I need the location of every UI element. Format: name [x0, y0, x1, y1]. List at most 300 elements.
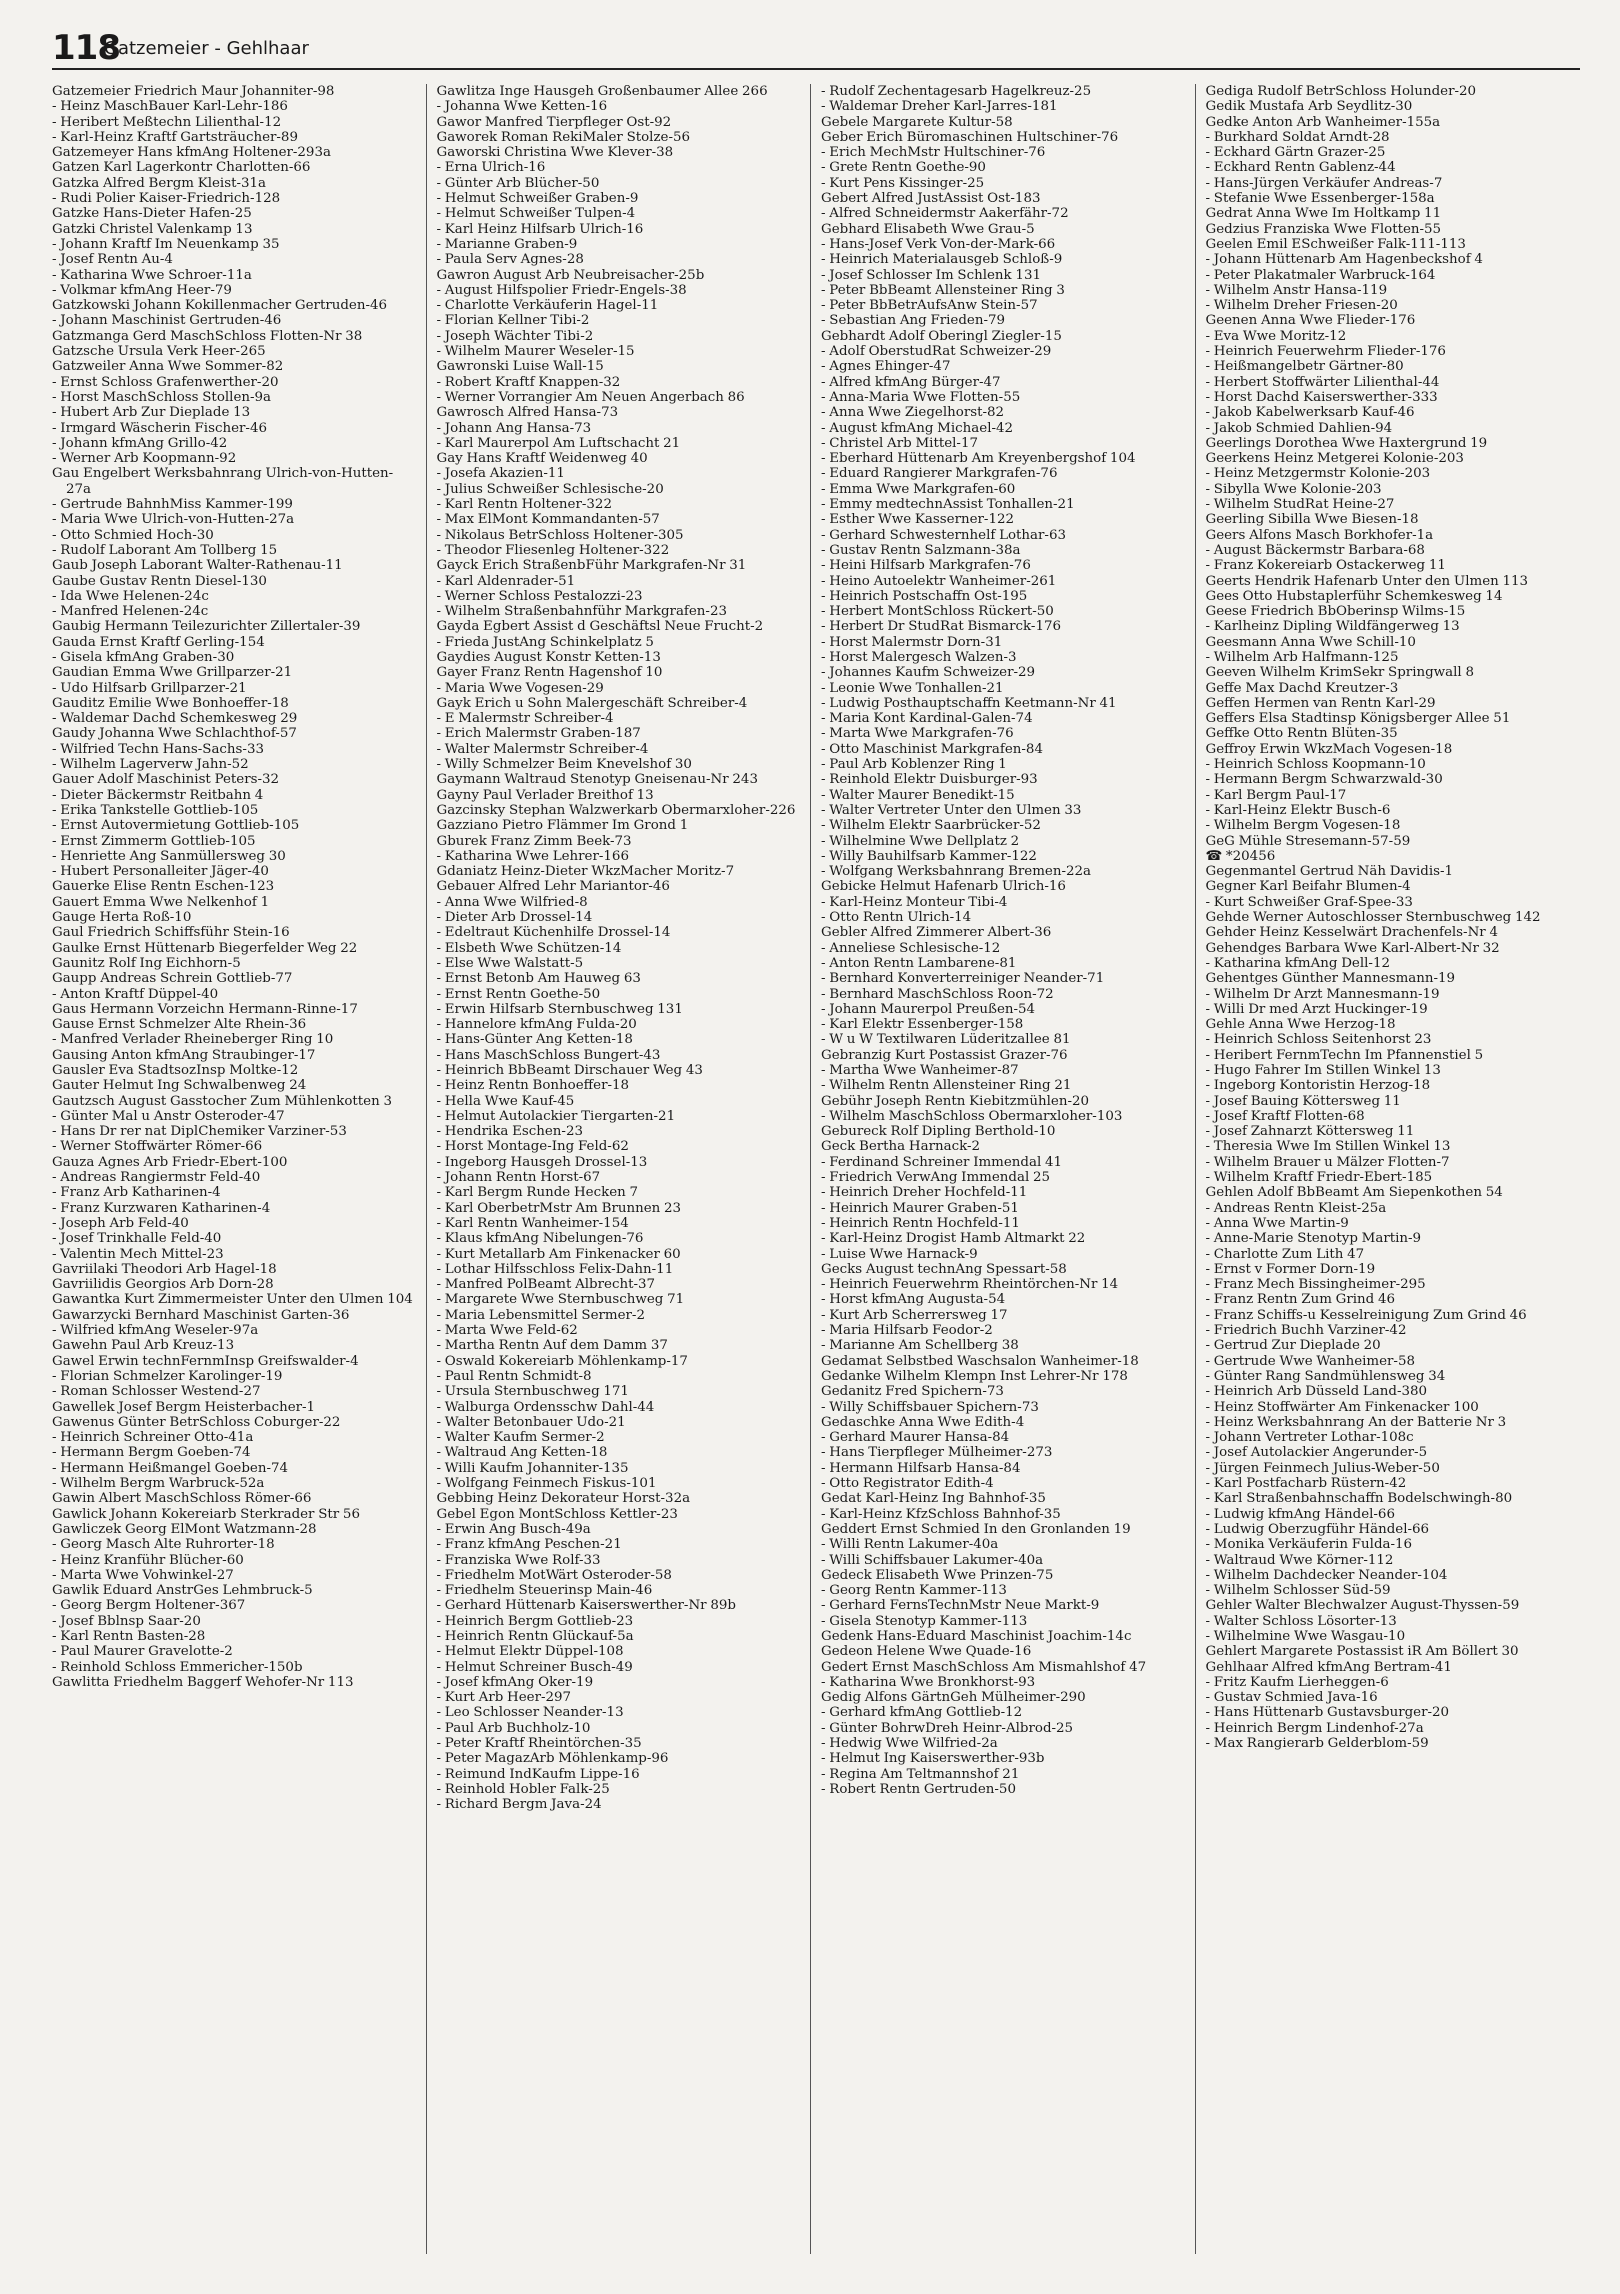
- directory-entry: Gaydies August Konstr Ketten-13: [436, 649, 661, 665]
- directory-entry: - Walter Kaufm Sermer-2: [436, 1430, 605, 1446]
- directory-entry: Gaudy Johanna Wwe Schlachthof-57: [52, 726, 297, 742]
- directory-entry: - Franz Rentn Zum Grind 46: [1205, 1292, 1396, 1308]
- directory-entry: Gedert Ernst MaschSchloss Am Mismahlshof 47: [821, 1659, 1147, 1675]
- directory-entry: - Peter Kraftf Rheintörchen-35: [436, 1736, 642, 1752]
- directory-entry: - Gertrude BahnhMiss Kammer-199: [52, 497, 293, 513]
- directory-entry: - Oswald Kokereiarb Möhlenkamp-17: [436, 1353, 688, 1369]
- directory-entry: - Eckhard Rentn Gablenz-44: [1205, 160, 1396, 176]
- directory-entry: Gebert Alfred JustAssist Ost-183: [821, 191, 1041, 207]
- directory-entry: - Otto Maschinist Markgrafen-84: [821, 741, 1043, 757]
- directory-entry: - Heinz Werksbahnrang An der Batterie Nr 3: [1205, 1414, 1507, 1430]
- directory-entry: - Heinrich Materialausgeb Schloß-9: [821, 252, 1063, 268]
- directory-entry: Gawlitta Friedhelm Baggerf Wehofer-Nr 113: [52, 1674, 354, 1690]
- directory-entry: - Werner Arb Koopmann-92: [52, 451, 237, 467]
- directory-entry: - Günter Arb Blücher-50: [436, 175, 600, 191]
- directory-entry: Gatzsche Ursula Verk Heer-265: [52, 344, 266, 360]
- directory-entry: Gaube Gustav Rentn Diesel-130: [52, 573, 267, 589]
- directory-entry: Gatzkowski Johann Kokillenmacher Gertruden-46: [52, 298, 388, 314]
- directory-entry: - Franz Schiffs-u Kesselreinigung Zum Grind 46: [1205, 1307, 1527, 1323]
- directory-entry: - Grete Rentn Goethe-90: [821, 160, 986, 176]
- directory-entry: - Johannes Kaufm Schweizer-29: [821, 665, 1036, 681]
- directory-entry: - Andreas Rentn Kleist-25a: [1205, 1200, 1387, 1216]
- directory-entry: - Wolfgang Werksbahnrang Bremen-22a: [821, 864, 1092, 880]
- directory-entry: - Georg Masch Alte Ruhrorter-18: [52, 1537, 275, 1553]
- directory-entry: - Heinz Kranführ Blücher-60: [52, 1552, 244, 1568]
- directory-entry: Gaul Friedrich Schiffsführ Stein-16: [52, 925, 290, 941]
- directory-entry: - Heinrich Schloss Seitenhorst 23: [1205, 1032, 1432, 1048]
- directory-entry: - Wilhelm StudRat Heine-27: [1205, 497, 1395, 513]
- directory-entry: Gayk Erich u Sohn Malergeschäft Schreiber-4: [436, 695, 748, 711]
- directory-entry: - Ingeborg Hausgeh Drossel-13: [436, 1154, 648, 1170]
- directory-entry: - Willy Schiffsbauer Spichern-73: [821, 1399, 1039, 1415]
- directory-entry: Gatzmanga Gerd MaschSchloss Flotten-Nr 38: [52, 328, 363, 344]
- directory-entry: - Dieter Bäckermstr Reitbahn 4: [52, 787, 264, 803]
- directory-entry: Gawrosch Alfred Hansa-73: [436, 405, 619, 421]
- directory-entry: - Heinrich Bergm Gottlieb-23: [436, 1613, 634, 1629]
- directory-entry: - Katharina Wwe Bronkhorst-93: [821, 1674, 1036, 1690]
- directory-entry: - Karlheinz Dipling Wildfängerweg 13: [1205, 619, 1460, 635]
- directory-entry: - Heinrich Schloss Koopmann-10: [1205, 757, 1426, 773]
- directory-entry: - Karl Elektr Essenberger-158: [821, 1017, 1024, 1033]
- directory-entry: - Klaus kfmAng Nibelungen-76: [436, 1231, 644, 1247]
- directory-entry: Gedanitz Fred Spichern-73: [821, 1384, 1004, 1400]
- directory-entry: - Ernst Rentn Goethe-50: [436, 986, 601, 1002]
- directory-entry: - Karl Straßenbahnschaffn Bodelschwingh-80: [1205, 1491, 1513, 1507]
- directory-entry: - Gustav Schmied Java-16: [1205, 1690, 1378, 1706]
- directory-entry: Gawellek Josef Bergm Heisterbacher-1: [52, 1399, 316, 1415]
- directory-entry: - Anna Wwe Ziegelhorst-82: [821, 405, 1005, 421]
- directory-entry: Gehle Anna Wwe Herzog-18: [1205, 1017, 1396, 1033]
- directory-entry: Geenen Anna Wwe Flieder-176: [1205, 313, 1416, 329]
- directory-entry: - Josef kfmAng Oker-19: [436, 1674, 594, 1690]
- directory-entry: Gawron August Arb Neubreisacher-25b: [436, 267, 705, 283]
- directory-entry: - Reinhold Schloss Emmericher-150b: [52, 1659, 303, 1675]
- directory-entry: Gauerke Elise Rentn Eschen-123: [52, 879, 275, 895]
- directory-entry: - Emmy medtechnAssist Tonhallen-21: [821, 497, 1075, 513]
- directory-entry: Gayny Paul Verlader Breithof 13: [436, 787, 654, 803]
- directory-entry: - Walter Malermstr Schreiber-4: [436, 741, 649, 757]
- directory-entry: - Walter Betonbauer Udo-21: [436, 1414, 626, 1430]
- directory-entry: - Margarete Wwe Sternbuschweg 71: [436, 1292, 685, 1308]
- directory-entry: - Charlotte Verkäuferin Hagel-11: [436, 298, 659, 314]
- directory-entry: - Horst Malergesch Walzen-3: [821, 649, 1017, 665]
- directory-entry: - Otto Schmied Hoch-30: [52, 527, 214, 543]
- directory-entry: - Günter Rang Sandmühlensweg 34: [1205, 1368, 1446, 1384]
- directory-entry: - Maria Wwe Ulrich-von-Hutten-27a: [52, 512, 295, 528]
- directory-entry: - Karl-Heinz KfzSchloss Bahnhof-35: [821, 1506, 1061, 1522]
- directory-entry: - Ida Wwe Helenen-24c: [52, 588, 209, 604]
- directory-entry: - Johann Maschinist Gertruden-46: [52, 313, 282, 329]
- directory-entry: - Günter Mal u Anstr Osteroder-47: [52, 1108, 285, 1124]
- directory-entry: - Heinrich Maurer Graben-51: [821, 1200, 1019, 1216]
- directory-entry: - Josef Rentn Au-4: [52, 252, 173, 268]
- directory-entry: Gau Engelbert Werksbahnrang Ulrich-von-Hutten-27a: [52, 466, 394, 497]
- directory-entry: - Manfred PolBeamt Albrecht-37: [436, 1277, 656, 1293]
- directory-entry: Gehde Werner Autoschlosser Sternbuschweg 142: [1205, 910, 1541, 926]
- directory-entry: - Karl Maurerpol Am Luftschacht 21: [436, 435, 681, 451]
- directory-entry: - Waltraud Ang Ketten-18: [436, 1445, 608, 1461]
- directory-entry: - Heinrich Arb Düsseld Land-380: [1205, 1384, 1428, 1400]
- directory-entry: Gauditz Emilie Wwe Bonhoeffer-18: [52, 695, 289, 711]
- directory-entry: - Erika Tankstelle Gottlieb-105: [52, 802, 259, 818]
- directory-entry: Gdaniatz Heinz-Dieter WkzMacher Moritz-7: [436, 864, 735, 880]
- directory-entry: - Franz Kurzwaren Katharinen-4: [52, 1200, 271, 1216]
- directory-entry: - Paul Rentn Schmidt-8: [436, 1368, 592, 1384]
- directory-entry: - Wilhelm Dachdecker Neander-104: [1205, 1567, 1448, 1583]
- directory-entry: - Alfred kfmAng Bürger-47: [821, 374, 1001, 390]
- directory-entry: Gecks August technAng Spessart-58: [821, 1261, 1067, 1277]
- directory-entry: - Wilhelm Brauer u Mälzer Flotten-7: [1205, 1154, 1450, 1170]
- directory-entry: - Irmgard Wäscherin Fischer-46: [52, 420, 267, 436]
- directory-entry: - Jürgen Feinmech Julius-Weber-50: [1205, 1460, 1440, 1476]
- directory-entry: - Hella Wwe Kauf-45: [436, 1093, 575, 1109]
- directory-entry: - August Hilfspolier Friedr-Engels-38: [436, 282, 687, 298]
- directory-entry: - Heißmangelbetr Gärtner-80: [1205, 359, 1404, 375]
- directory-entry: Gebele Margarete Kultur-58: [821, 114, 1013, 130]
- directory-entry: - Josef Kraftf Flotten-68: [1205, 1108, 1365, 1124]
- directory-entry: - Horst Montage-Ing Feld-62: [436, 1139, 629, 1155]
- directory-entry: Gediga Rudolf BetrSchloss Holunder-20: [1205, 84, 1477, 99]
- directory-entry: - Henriette Ang Sanmüllersweg 30: [52, 848, 286, 864]
- directory-entry: - Heinz MaschBauer Karl-Lehr-186: [52, 99, 288, 115]
- directory-entry: - Herbert Dr StudRat Bismarck-176: [821, 619, 1062, 635]
- directory-entry: - Karl Rentn Basten-28: [52, 1628, 206, 1644]
- directory-entry: - Hermann Heißmangel Goeben-74: [52, 1460, 289, 1476]
- directory-entry: - Hans-Günter Ang Ketten-18: [436, 1032, 633, 1048]
- directory-entry: - Gerhard FernsTechnMstr Neue Markt-9: [821, 1598, 1100, 1614]
- directory-entry: Gatzweiler Anna Wwe Sommer-82: [52, 359, 284, 375]
- directory-entry: - Wilhelm Elektr Saarbrücker-52: [821, 818, 1041, 834]
- directory-entry: - Friedhelm MotWärt Osteroder-58: [436, 1567, 672, 1583]
- directory-entry: - Heinrich Rentn Hochfeld-11: [821, 1215, 1020, 1231]
- directory-entry: - Hermann Bergm Schwarzwald-30: [1205, 772, 1443, 788]
- directory-entry: - Fritz Kaufm Lierheggen-6: [1205, 1674, 1389, 1690]
- directory-entry: Gay Hans Kraftf Weidenweg 40: [436, 451, 648, 467]
- directory-entry: - Willi Dr med Arzt Huckinger-19: [1205, 1001, 1428, 1017]
- directory-entry: - Marta Wwe Markgrafen-76: [821, 726, 1014, 742]
- directory-entry: - Josef Zahnarzt Köttersweg 11: [1205, 1124, 1415, 1140]
- directory-entry: Gebel Egon MontSchloss Kettler-23: [436, 1506, 678, 1522]
- directory-entry: - Franziska Wwe Rolf-33: [436, 1552, 601, 1568]
- directory-entry: - Reimund IndKaufm Lippe-16: [436, 1766, 640, 1782]
- directory-entry: Gedaschke Anna Wwe Edith-4: [821, 1414, 1025, 1430]
- directory-entry: - Hedwig Wwe Wilfried-2a: [821, 1736, 998, 1752]
- directory-entry: Gedamat Selbstbed Waschsalon Wanheimer-18: [821, 1353, 1139, 1369]
- directory-entry: - Josef Bblnsp Saar-20: [52, 1613, 201, 1629]
- directory-entry: Gatzki Christel Valenkamp 13: [52, 221, 253, 237]
- directory-entry: - Heinrich Postschaffn Ost-195: [821, 588, 1028, 604]
- directory-entry: - W u W Textilwaren Lüderitzallee 81: [821, 1032, 1071, 1048]
- directory-entry: - Kurt Schweißer Graf-Spee-33: [1205, 894, 1413, 910]
- directory-entry: - Anna Wwe Martin-9: [1205, 1215, 1349, 1231]
- directory-entry: - Otto Rentn Ulrich-14: [821, 910, 972, 926]
- directory-entry: Gegner Karl Beifahr Blumen-4: [1205, 879, 1411, 895]
- directory-entry: ☎ *20456: [1205, 848, 1276, 864]
- directory-entry: - Waldemar Dreher Karl-Jarres-181: [821, 99, 1058, 115]
- directory-entry: - Robert Kraftf Knappen-32: [436, 374, 621, 390]
- directory-entry: - Maria Lebensmittel Sermer-2: [436, 1307, 645, 1323]
- directory-entry: - Karl OberbetrMstr Am Brunnen 23: [436, 1200, 682, 1216]
- directory-entry: - Herbert Stoffwärter Lilienthal-44: [1205, 374, 1440, 390]
- directory-entry: Gaunitz Rolf Ing Eichhorn-5: [52, 955, 241, 971]
- directory-entry: - Richard Bergm Java-24: [436, 1797, 602, 1813]
- directory-entry: Gawronski Luise Wall-15: [436, 359, 604, 375]
- directory-entry: - Reinhold Hobler Falk-25: [436, 1781, 610, 1797]
- directory-entry: - Hans Hüttenarb Gustavsburger-20: [1205, 1705, 1450, 1721]
- directory-entry: - Sibylla Wwe Kolonie-203: [1205, 481, 1382, 497]
- directory-entry: - Peter BbBeamt Allensteiner Ring 3: [821, 282, 1065, 298]
- directory-entry: - Karl Rentn Wanheimer-154: [436, 1215, 629, 1231]
- directory-entry: - Willi Rentn Lakumer-40a: [821, 1537, 999, 1553]
- directory-entry: - Hendrika Eschen-23: [436, 1124, 583, 1140]
- directory-entry: - Johann kfmAng Grillo-42: [52, 435, 228, 451]
- directory-entry: Geerlings Dorothea Wwe Haxtergrund 19: [1205, 435, 1488, 451]
- directory-entry: Gayck Erich StraßenbFühr Markgrafen-Nr 31: [436, 558, 747, 574]
- directory-entry: - Karl-Heinz Monteur Tibi-4: [821, 894, 1008, 910]
- directory-entry: - Erich MechMstr Hultschiner-76: [821, 145, 1046, 161]
- directory-entry: - Heinrich Feuerwehrm Flieder-176: [1205, 344, 1446, 360]
- directory-entry: - Max ElMont Kommandanten-57: [436, 512, 660, 528]
- directory-entry: - Bernhard Konverterreiniger Neander-71: [821, 971, 1105, 987]
- directory-entry: - Heinrich Dreher Hochfeld-11: [821, 1185, 1028, 1201]
- directory-entry: - Regina Am Teltmannshof 21: [821, 1766, 1020, 1782]
- directory-entry: Gedeck Elisabeth Wwe Prinzen-75: [821, 1567, 1054, 1583]
- directory-entry: Geers Alfons Masch Borkhofer-1a: [1205, 527, 1434, 543]
- directory-entry: Gatzemeier Friedrich Maur Johanniter-98: [52, 84, 335, 99]
- directory-entry: - Willi Kaufm Johanniter-135: [436, 1460, 629, 1476]
- directory-entry: - Anne-Marie Stenotyp Martin-9: [1205, 1231, 1422, 1247]
- directory-entry: - Hans Tierpfleger Mülheimer-273: [821, 1445, 1053, 1461]
- directory-entry: Gaworski Christina Wwe Klever-38: [436, 145, 674, 161]
- directory-entry: - Paul Arb Koblenzer Ring 1: [821, 757, 1007, 773]
- directory-entry: - Johann Maurerpol Preußen-54: [821, 1001, 1036, 1017]
- directory-entry: - Else Wwe Walstatt-5: [436, 955, 584, 971]
- directory-entry: - Erwin Hilfsarb Sternbuschweg 131: [436, 1001, 683, 1017]
- directory-entry: - Peter BbBetrAufsAnw Stein-57: [821, 298, 1038, 314]
- directory-entry: - Walter Vertreter Unter den Ulmen 33: [821, 802, 1082, 818]
- directory-entry: - Roman Schlosser Westend-27: [52, 1384, 261, 1400]
- directory-entry: - Hubert Arb Zur Dieplade 13: [52, 405, 251, 421]
- directory-entry: - Karl-Heinz Kraftf Gartsträucher-89: [52, 129, 298, 145]
- directory-entry: Gehlhaar Alfred kfmAng Bertram-41: [1205, 1659, 1452, 1675]
- directory-entry: - Wilfried Techn Hans-Sachs-33: [52, 741, 264, 757]
- directory-entry: Gatzke Hans-Dieter Hafen-25: [52, 206, 252, 222]
- directory-entry: - Manfred Verlader Rheineberger Ring 10: [52, 1032, 334, 1048]
- directory-entry: - Eduard Rangierer Markgrafen-76: [821, 466, 1058, 482]
- directory-entry: - Gerhard Hüttenarb Kaiserswerther-Nr 89b: [436, 1598, 736, 1614]
- directory-column-1: [52, 84, 427, 2254]
- directory-entry: - Franz Arb Katharinen-4: [52, 1185, 221, 1201]
- directory-entry: - Friedrich Buchh Varziner-42: [1205, 1323, 1407, 1339]
- directory-entry: - Willy Schmelzer Beim Knevelshof 30: [436, 757, 692, 773]
- directory-entry: - Emma Wwe Markgrafen-60: [821, 481, 1016, 497]
- directory-entry: Geelen Emil ESchweißer Falk-111-113: [1205, 236, 1466, 252]
- directory-entry: Gazcinsky Stephan Walzwerkarb Obermarxloher-226: [436, 802, 796, 818]
- directory-entry: - Johann Ang Hansa-73: [436, 420, 592, 436]
- directory-entry: - Ingeborg Kontoristin Herzog-18: [1205, 1078, 1431, 1094]
- directory-entry: Gawenus Günter BetrSchloss Coburger-22: [52, 1414, 341, 1430]
- directory-entry: - Monika Verkäuferin Fulda-16: [1205, 1537, 1413, 1553]
- directory-entry: - Anna-Maria Wwe Flotten-55: [821, 389, 1021, 405]
- directory-entry: - Gustav Rentn Salzmann-38a: [821, 542, 1021, 558]
- directory-entry: - Waldemar Dachd Schemkesweg 29: [52, 711, 298, 727]
- directory-entry: Gawlick Johann Kokereiarb Sterkrader Str 56: [52, 1506, 360, 1522]
- directory-entry: - Waltraud Wwe Körner-112: [1205, 1552, 1394, 1568]
- directory-entry: - Wilhelm Arb Halfmann-125: [1205, 649, 1399, 665]
- directory-entry: - Theresia Wwe Im Stillen Winkel 13: [1205, 1139, 1451, 1155]
- directory-entry: - Johann Rentn Horst-67: [436, 1170, 601, 1186]
- directory-entry: Gavriilidis Georgios Arb Dorn-28: [52, 1277, 274, 1293]
- directory-entry: Gautzsch August Gasstocher Zum Mühlenkotten 3: [52, 1093, 393, 1109]
- directory-entry: - Johann Vertreter Lothar-108c: [1205, 1430, 1414, 1446]
- directory-entry: - Marianne Graben-9: [436, 236, 578, 252]
- directory-entry: - Marta Wwe Vohwinkel-27: [52, 1567, 234, 1583]
- directory-entry: - Wilhelm Lagerverw Jahn-52: [52, 757, 249, 773]
- directory-entry: - Charlotte Zum Lith 47: [1205, 1246, 1365, 1262]
- directory-entry: Gauert Emma Wwe Nelkenhof 1: [52, 894, 270, 910]
- directory-entry: - Hans MaschSchloss Bungert-43: [436, 1047, 661, 1063]
- directory-entry: - Joseph Arb Feld-40: [52, 1215, 189, 1231]
- directory-entry: Gaupp Andreas Schrein Gottlieb-77: [52, 971, 293, 987]
- directory-entry: - Johann Kraftf Im Neuenkamp 35: [52, 236, 280, 252]
- directory-entry: - Marianne Am Schellberg 38: [821, 1338, 1019, 1354]
- directory-entry: Gawel Erwin technFernmInsp Greifswalder-4: [52, 1353, 359, 1369]
- directory-entry: Gatzen Karl Lagerkontr Charlotten-66: [52, 160, 311, 176]
- directory-entry: - Max Rangierarb Gelderblom-59: [1205, 1736, 1429, 1752]
- directory-entry: - Ernst Betonb Am Hauweg 63: [436, 971, 641, 987]
- directory-entry: - Sebastian Ang Frieden-79: [821, 313, 1006, 329]
- directory-entry: Gawarzycki Bernhard Maschinist Garten-36: [52, 1307, 350, 1323]
- directory-entry: - Wilhelm Anstr Hansa-119: [1205, 282, 1388, 298]
- directory-entry: - Horst Malermstr Dorn-31: [821, 634, 1003, 650]
- directory-entry: Gehlert Margarete Postassist iR Am Böllert 30: [1205, 1644, 1519, 1660]
- directory-entry: - Gisela Stenotyp Kammer-113: [821, 1613, 1028, 1629]
- directory-entry: Geeven Wilhelm KrimSekr Springwall 8: [1205, 665, 1474, 681]
- directory-entry: Gedat Karl-Heinz Ing Bahnhof-35: [821, 1491, 1046, 1507]
- directory-columns: [52, 84, 1580, 2254]
- directory-entry: - Franz Kokereiarb Ostackerweg 11: [1205, 558, 1446, 574]
- directory-column-3: [821, 84, 1196, 2254]
- directory-entry: Gedeon Helene Wwe Quade-16: [821, 1644, 1032, 1660]
- directory-entry: - Heinz Stoffwärter Am Finkenacker 100: [1205, 1399, 1479, 1415]
- directory-entry: Gehlen Adolf BbBeamt Am Siepenkothen 54: [1205, 1185, 1503, 1201]
- directory-entry: - Leonie Wwe Tonhallen-21: [821, 680, 1004, 696]
- directory-entry: - Erich Malermstr Graben-187: [436, 726, 641, 742]
- directory-entry: - Anton Kraftf Düppel-40: [52, 986, 219, 1002]
- directory-entry: - Heribert FernmTechn Im Pfannenstiel 5: [1205, 1047, 1484, 1063]
- directory-entry: - Gertrude Wwe Wanheimer-58: [1205, 1353, 1415, 1369]
- directory-entry: - Stefanie Wwe Essenberger-158a: [1205, 191, 1435, 207]
- directory-entry: - Gertrud Zur Dieplade 20: [1205, 1338, 1381, 1354]
- directory-entry: - Ludwig Oberzugführ Händel-66: [1205, 1521, 1430, 1537]
- directory-entry: - Josef Autolackier Angerunder-5: [1205, 1445, 1428, 1461]
- directory-entry: - Leo Schlosser Neander-13: [436, 1705, 624, 1721]
- directory-entry: - Florian Kellner Tibi-2: [436, 313, 590, 329]
- directory-column-4: [1206, 84, 1580, 2254]
- directory-entry: - Wilhelm Dreher Friesen-20: [1205, 298, 1398, 314]
- directory-entry: - Luise Wwe Harnack-9: [821, 1246, 978, 1262]
- directory-entry: - Christel Arb Mittel-17: [821, 435, 978, 451]
- directory-entry: Gehentges Günther Mannesmann-19: [1205, 971, 1456, 987]
- directory-entry: Geesmann Anna Wwe Schill-10: [1205, 634, 1416, 650]
- directory-entry: Gatzka Alfred Bergm Kleist-31a: [52, 175, 267, 191]
- directory-entry: Gaworek Roman RekiMaler Stolze-56: [436, 129, 691, 145]
- directory-entry: Geese Friedrich BbOberinsp Wilms-15: [1205, 604, 1466, 620]
- directory-entry: Gebauer Alfred Lehr Mariantor-46: [436, 879, 670, 895]
- directory-entry: - Paul Maurer Gravelotte-2: [52, 1644, 233, 1660]
- directory-entry: Geffen Hermen van Rentn Karl-29: [1205, 695, 1436, 711]
- directory-entry: - Nikolaus BetrSchloss Holtener-305: [436, 527, 684, 543]
- directory-entry: - Anna Wwe Wilfried-8: [436, 894, 588, 910]
- directory-entry: - Heinrich Feuerwehrm Rheintörchen-Nr 14: [821, 1277, 1119, 1293]
- directory-entry: - Martha Wwe Wanheimer-87: [821, 1063, 1019, 1078]
- directory-entry: - Anneliese Schlesische-12: [821, 940, 1001, 956]
- directory-entry: - Karl Aldenrader-51: [436, 573, 576, 589]
- directory-entry: - Anton Rentn Lambarene-81: [821, 955, 1017, 971]
- directory-entry: - Wilhelmine Wwe Wasgau-10: [1205, 1628, 1406, 1644]
- directory-entry: - Katharina Wwe Lehrer-166: [436, 848, 629, 864]
- directory-entry: - Ferdinand Schreiner Immendal 41: [821, 1154, 1063, 1170]
- directory-entry: Geerkens Heinz Metgerei Kolonie-203: [1205, 451, 1464, 467]
- directory-entry: Gauge Herta Roß-10: [52, 910, 192, 926]
- directory-entry: Geffke Otto Rentn Blüten-35: [1205, 726, 1398, 742]
- directory-entry: - Herbert MontSchloss Rückert-50: [821, 604, 1054, 620]
- directory-entry: - August Bäckermstr Barbara-68: [1205, 542, 1425, 558]
- directory-entry: Gayer Franz Rentn Hagenshof 10: [436, 665, 663, 681]
- directory-entry: - Udo Hilfsarb Grillparzer-21: [52, 680, 247, 696]
- directory-entry: - Hans Dr rer nat DiplChemiker Varziner-53: [52, 1124, 347, 1140]
- directory-entry: - Erna Ulrich-16: [436, 160, 546, 176]
- directory-entry: - Hannelore kfmAng Fulda-20: [436, 1017, 637, 1033]
- directory-entry: - Edeltraut Küchenhilfe Drossel-14: [436, 925, 671, 941]
- directory-entry: - Burkhard Soldat Arndt-28: [1205, 129, 1390, 145]
- directory-entry: GeG Mühle Stresemann-57-59: [1205, 833, 1411, 849]
- directory-entry: - Gisela kfmAng Graben-30: [52, 649, 235, 665]
- directory-entry: - Wilhelmine Wwe Dellplatz 2: [821, 833, 1020, 849]
- directory-entry: Gedanke Wilhelm Klempn Inst Lehrer-Nr 178: [821, 1368, 1128, 1384]
- directory-entry: Gburek Franz Zimm Beek-73: [436, 833, 632, 849]
- directory-entry: - Hugo Fahrer Im Stillen Winkel 13: [1205, 1063, 1441, 1078]
- directory-entry: - Heino Autoelektr Wanheimer-261: [821, 573, 1057, 589]
- directory-entry: Gaus Hermann Vorzeichn Hermann-Rinne-17: [52, 1001, 358, 1017]
- directory-entry: Gees Otto Hubstaplerführ Schemkesweg 14: [1205, 588, 1503, 604]
- directory-entry: - Ernst v Former Dorn-19: [1205, 1261, 1376, 1277]
- directory-entry: - Maria Wwe Vogesen-29: [436, 680, 604, 696]
- directory-entry: Gebranzig Kurt Postassist Grazer-76: [821, 1047, 1068, 1063]
- directory-entry: - Karl-Heinz Drogist Hamb Altmarkt 22: [821, 1231, 1086, 1247]
- directory-entry: - Erwin Ang Busch-49a: [436, 1521, 591, 1537]
- directory-entry: - Walter Schloss Lösorter-13: [1205, 1613, 1397, 1629]
- directory-entry: Geffroy Erwin WkzMach Vogesen-18: [1205, 741, 1453, 757]
- directory-entry: - Eckhard Gärtn Grazer-25: [1205, 145, 1386, 161]
- directory-entry: - Heinrich Rentn Glückauf-5a: [436, 1628, 634, 1644]
- directory-entry: - Marta Wwe Feld-62: [436, 1323, 578, 1339]
- directory-entry: - Walter Maurer Benedikt-15: [821, 787, 1015, 803]
- directory-entry: - Elsbeth Wwe Schützen-14: [436, 940, 622, 956]
- directory-entry: - Lothar Hilfsschloss Felix-Dahn-11: [436, 1261, 674, 1277]
- directory-entry: Gebureck Rolf Dipling Berthold-10: [821, 1124, 1056, 1140]
- directory-entry: Gawlik Eduard AnstrGes Lehmbruck-5: [52, 1583, 313, 1599]
- directory-entry: - Paul Arb Buchholz-10: [436, 1720, 591, 1736]
- directory-entry: - Esther Wwe Kasserner-122: [821, 512, 1015, 528]
- directory-entry: Geerts Hendrik Hafenarb Unter den Ulmen 113: [1205, 573, 1529, 589]
- directory-entry: - August kfmAng Michael-42: [821, 420, 1014, 436]
- directory-entry: Geddert Ernst Schmied In den Gronlanden 19: [821, 1521, 1131, 1537]
- directory-entry: Gawantka Kurt Zimmermeister Unter den Ulmen 104: [52, 1292, 413, 1308]
- directory-column-2: [437, 84, 812, 2254]
- directory-entry: Gauer Adolf Maschinist Peters-32: [52, 772, 280, 788]
- directory-entry: - Werner Vorrangier Am Neuen Angerbach 86: [436, 389, 745, 405]
